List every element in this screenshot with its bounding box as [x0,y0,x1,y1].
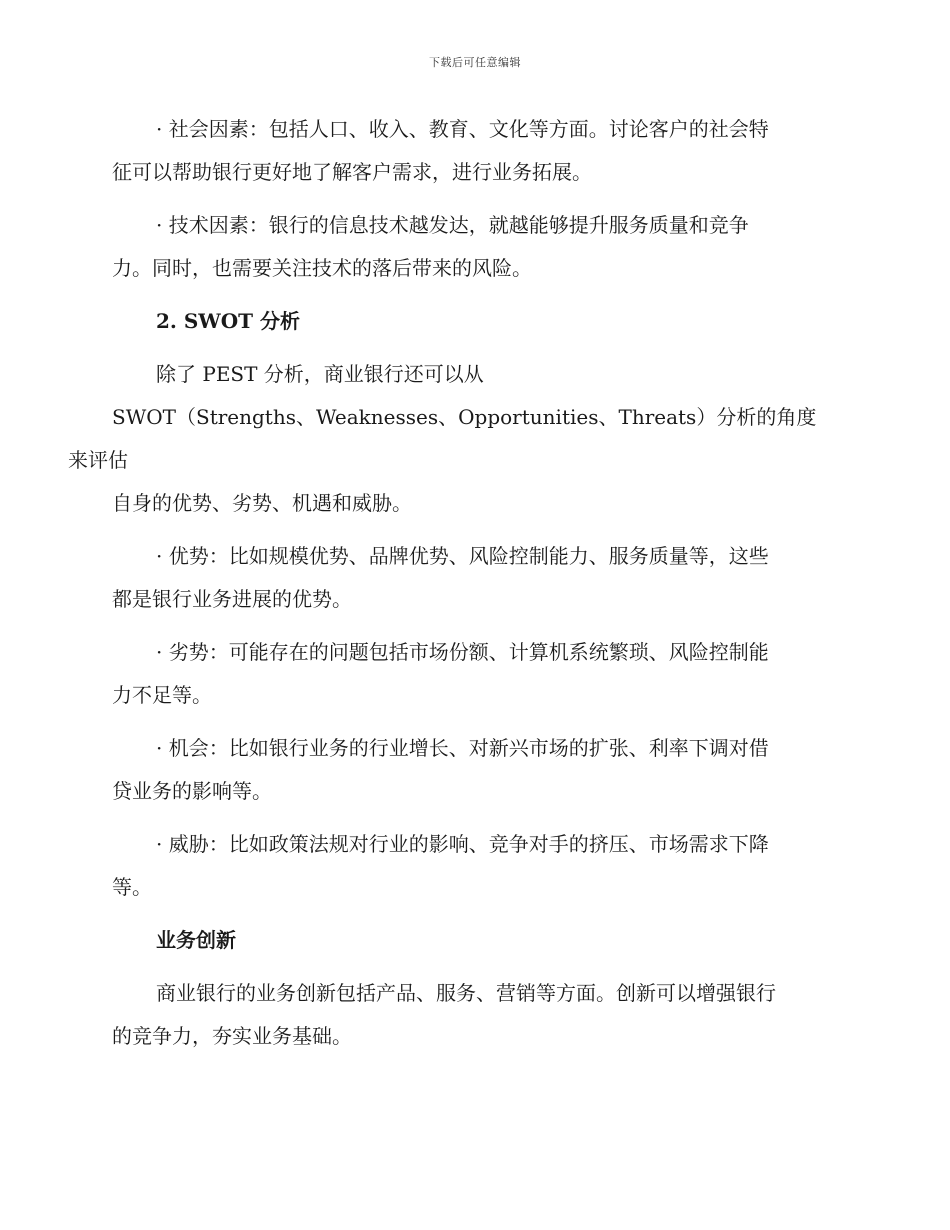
document-body [68,108,832,1068]
text-line: · 威胁：比如政策法规对行业的影响、竞争对手的挤压、市场需求下降 [156,832,769,856]
text-line: · 劣势：可能存在的问题包括市场份额、计算机系统繁琐、风险控制能 [156,640,769,664]
text-line: 力。同时，也需要关注技术的落后带来的风险。 [112,256,532,280]
text-line: 等。 [112,875,152,899]
text-line: · 优势：比如规模优势、品牌优势、风险控制能力、服务质量等，这些 [156,544,769,568]
text-line: SWOT（Strengths、Weaknesses、Opportunities、Threats）分析的角度来评估 [68,405,817,472]
paragraph-opportunities [112,727,832,813]
text-line: 除了 PEST 分析，商业银行还可以从 [156,362,484,386]
text-line: 的竞争力，夯实业务基础。 [112,1024,352,1048]
text-line: · 技术因素：银行的信息技术越发达，就越能够提升服务质量和竞争 [156,213,749,237]
paragraph-strengths [112,535,832,621]
text-line: 商业银行的业务创新包括产品、服务、营销等方面。创新可以增强银行 [156,981,776,1005]
text-line: · 机会：比如银行业务的行业增长、对新兴市场的扩张、利率下调对借 [156,736,769,760]
paragraph-swot-intro [68,353,832,525]
paragraph-weaknesses [112,631,832,717]
paragraph-social-factors [112,108,832,194]
text-line: 都是银行业务进展的优势。 [112,587,352,611]
text-line: 贷业务的影响等。 [112,779,272,803]
section-heading-innovation: 业务创新 [156,928,236,952]
paragraph-threats [112,823,832,909]
text-line: 自身的优势、劣势、机遇和威胁。 [112,491,412,515]
paragraph-innovation [112,972,832,1058]
text-line: · 社会因素：包括人口、收入、教育、文化等方面。讨论客户的社会特 [156,117,769,141]
page-header: 下载后可任意编辑 [429,56,521,69]
section-heading-swot: 2. SWOT 分析 [156,309,301,333]
text-line: 征可以帮助银行更好地了解客户需求，进行业务拓展。 [112,160,592,184]
paragraph-tech-factors [112,204,832,290]
text-line: 力不足等。 [112,683,212,707]
